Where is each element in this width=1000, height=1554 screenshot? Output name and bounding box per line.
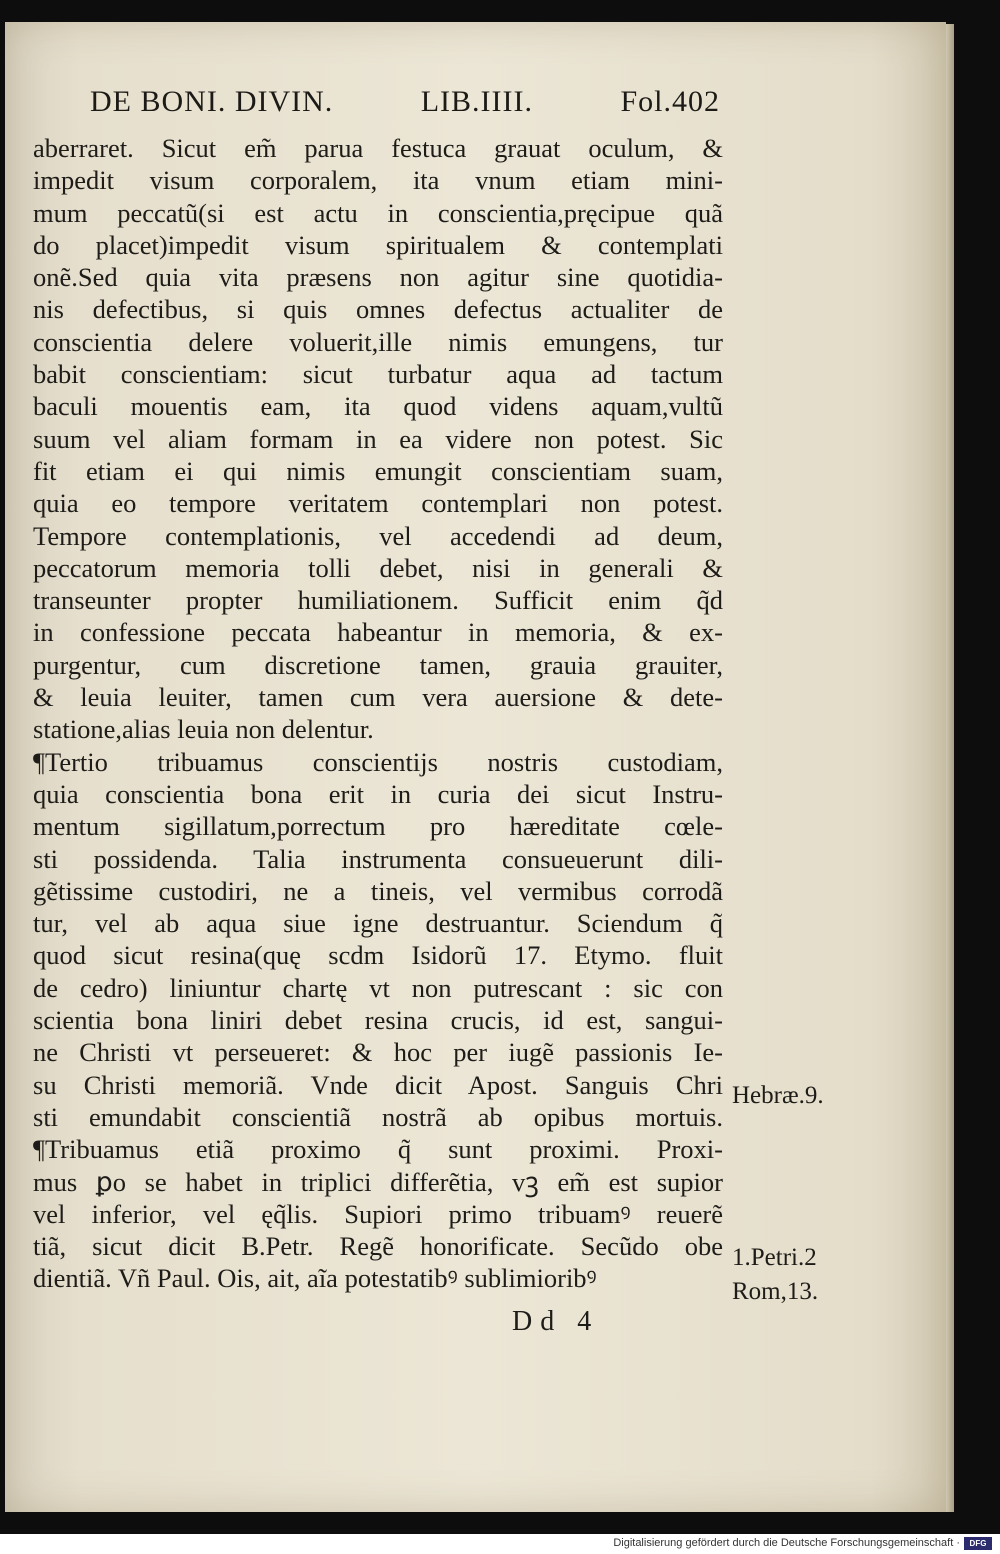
text-line: mum peccatũ(si est actu in conscientia,pręcipue quã [33, 197, 723, 228]
text-line: vel inferior, vel ęq̃lis. Supiori primo tribuamꝰ reuerẽ [33, 1198, 723, 1229]
text-line: in confessione peccata habeantur in memoria, & ex- [33, 617, 723, 648]
text-line: de cedro) liniuntur chartę vt non putrescant : sic con [33, 972, 723, 1003]
text-line: quod sicut resina(quę scdm Isidorũ 17. Etymo. fluit [33, 940, 723, 971]
text-line: statione,alias leuia non delentur. [33, 714, 374, 745]
text-line: gẽtissime custodiri, ne a tineis, vel vermibus corrodã [33, 875, 723, 906]
text-line: dientiã. Vñ Paul. Ois, ait, aĩa potestatibꝰ sublimioribꝰ [33, 1263, 597, 1294]
text-line: quia eo tempore veritatem contemplari non potest. [33, 488, 723, 519]
signature-mark: Dd 4 [512, 1306, 600, 1337]
text-line: do placet)impedit visum spiritualem & contemplati [33, 229, 723, 260]
footer-bar [0, 1534, 1000, 1554]
text-line: nis defectibus, si quis omnes defectus actualiter de [33, 294, 723, 325]
text-line: ¶Tribuamus etiã proximo q̃ sunt proximi. Proxi- [33, 1134, 723, 1165]
text-line: fit etiam ei qui nimis emungit conscientiam suam, [33, 455, 723, 486]
margin-note: Hebræ.9. [732, 1082, 824, 1109]
text-line: conscientia delere voluerit,ille nimis emungens, tur [33, 326, 723, 357]
text-line: sti emundabit conscientiã nostrã ab opibus mortuis. [33, 1101, 723, 1132]
text-line: ¶Tertio tribuamus conscientijs nostris custodiam, [33, 746, 723, 777]
text-line: babit conscientiam: sicut turbatur aqua ad tactum [33, 359, 723, 390]
text-line: peccatorum memoria tolli debet, nisi in generali & [33, 552, 723, 583]
dfg-logo: DFG [964, 1537, 992, 1550]
folio-number: Fol.402 [620, 85, 720, 118]
text-line: impedit visum corporalem, ita vnum etiam mini- [33, 165, 723, 196]
margin-note: 1.Petri.2 [732, 1244, 817, 1271]
text-line: onẽ.Sed quia vita præsens non agitur sine quotidia- [33, 262, 723, 293]
running-head-left: DE BONI. DIVIN. [90, 85, 334, 118]
text-line: suum vel aliam formam in ea videre non potest. Sic [33, 423, 723, 454]
text-line: purgentur, cum discretione tamen, grauia grauiter, [33, 649, 723, 680]
funding-notice: Digitalisierung gefördert durch die Deutsche Forschungsgemeinschaft · [613, 1537, 960, 1549]
text-line: su Christi memoriã. Vnde dicit Apost. Sanguis Chri [33, 1069, 723, 1100]
running-head-center: LIB.IIII. [420, 85, 534, 118]
text-line: & leuia leuiter, tamen cum vera auersione & dete- [33, 682, 723, 713]
body-text [33, 132, 723, 1295]
text-line: sti possidenda. Talia instrumenta consueuerunt dili- [33, 843, 723, 874]
text-line: Tempore contemplationis, vel accedendi ad deum, [33, 520, 723, 551]
text-line: baculi mouentis eam, ita quod videns aquam,vultũ [33, 391, 723, 422]
text-line: aberraret. Sicut em̃ parua festuca grauat oculum, & [33, 133, 723, 163]
text-line: quia conscientia bona erit in curia dei sicut Instru- [33, 778, 723, 809]
text-line: scientia bona liniri debet resina crucis, id est, sangui- [33, 1005, 723, 1036]
running-head [90, 84, 720, 120]
text-line: transeunter propter humiliationem. Sufficit enim q̃d [33, 585, 723, 616]
page-edge [946, 24, 954, 1512]
margin-note: Rom,13. [732, 1278, 819, 1305]
text-line: ne Christi vt perseueret: & hoc per iugẽ passionis Ie- [33, 1037, 723, 1068]
text-line: tiã, sicut dicit B.Petr. Regẽ honorificate. Secũdo obe [33, 1231, 723, 1262]
text-line: mus ꝑo se habet in triplici differẽtia, vꝫ em̃ est supior [33, 1166, 723, 1197]
text-line: tur, vel ab aqua siue igne destruantur. Sciendum q̃ [33, 908, 723, 939]
text-line: mentum sigillatum,porrectum pro hæreditate cœle- [33, 811, 723, 842]
